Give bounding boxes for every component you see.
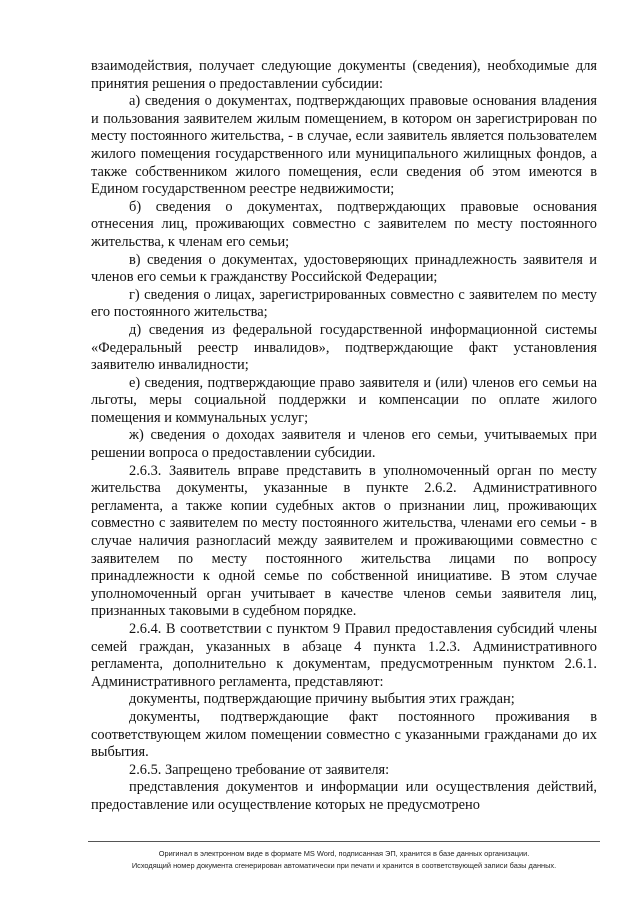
paragraph-documents-residence: документы, подтверждающие факт постоянного проживания в соответствующем жилом помещении совместно с указанными гражданами до их выбытия. bbox=[91, 708, 597, 761]
paragraph-item-v: в) сведения о документах, удостоверяющих принадлежность заявителя и членов его семьи к гражданству Российской Федерации; bbox=[91, 251, 597, 286]
paragraph-2-6-5: 2.6.5. Запрещено требование от заявителя: bbox=[129, 761, 390, 778]
paragraph-2-6-4: 2.6.4. В соответствии с пунктом 9 Правил предоставления субсидий члены семей граждан, указанных в абзаце 4 пункта 1.2.3. Административного регламента, дополнительно к документам, предусмотренным пунктом 2.6.1. Административного регламента, представляют: bbox=[91, 621, 597, 690]
paragraph-item-a: а) сведения о документах, подтверждающих правовые основания владения и пользования заявителем жилым помещением, в котором он зарегистрирован по месту постоянного жительства, - в случае, если заявитель является пользователем жилого помещения государственного или муниципального жилищных фондов, а также собственником жилого помещения, если сведения об этом имеются в Едином государственном реестре недвижимости; bbox=[91, 93, 597, 198]
page-footer bbox=[88, 841, 600, 871]
paragraph-continuation: взаимодействия, получает следующие документы (сведения), необходимые для принятия решения о предоставлении субсидии: bbox=[91, 58, 597, 92]
footer-line-number: Исходящий номер документа сгенерирован автоматически при печати и хранится в соответствующей записи базы данных. bbox=[131, 860, 557, 870]
footer-line-original: Оригинал в электронном виде в формате MS Word, подписанная ЭП, хранится в базе данных организации. bbox=[158, 849, 530, 858]
paragraph-item-b: б) сведения о документах, подтверждающих правовые основания отнесения лиц, проживающих совместно с заявителем по месту постоянного жительства, к членам его семьи; bbox=[91, 198, 597, 250]
paragraph-documents-reason: документы, подтверждающие причину выбытия этих граждан; bbox=[129, 691, 515, 708]
paragraph-item-zh: ж) сведения о доходах заявителя и членов его семьи, учитываемых при решении вопроса о предоставлении субсидии. bbox=[91, 427, 597, 462]
paragraph-item-e: е) сведения, подтверждающие право заявителя и (или) членов его семьи на льготы, меры социальной поддержки и компенсации по оплате жилого помещения и коммунальных услуг; bbox=[91, 374, 597, 426]
paragraph-item-d: д) сведения из федеральной государственной информационной системы «Федеральный реестр инвалидов», подтверждающие факт установления заявителю инвалидности; bbox=[91, 321, 597, 374]
paragraph-item-g: г) сведения о лицах, зарегистрированных совместно с заявителем по месту его постоянного жительства; bbox=[91, 286, 597, 321]
document-body bbox=[91, 58, 597, 815]
paragraph-prohibition: представления документов и информации или осуществления действий, предоставление или осуществление которых не предусмотрено bbox=[91, 779, 597, 813]
paragraph-2-6-3: 2.6.3. Заявитель вправе представить в уполномоченный орган по месту жительства документы, указанные в пункте 2.6.2. Административного регламента, а также копии судебных актов о признании лиц, проживающих совместно с заявителем по месту постоянного жительства, членами его семьи - в случае наличия разногласий между заявителем и проживающими совместно с заявителем по месту постоянного жительства лицами по вопросу принадлежности к одной семье по собственной инициативе. В этом случае уполномоченный орган учитывает в качестве членов семьи заявителя лиц, признанных таковыми в судебном порядке. bbox=[91, 462, 597, 620]
